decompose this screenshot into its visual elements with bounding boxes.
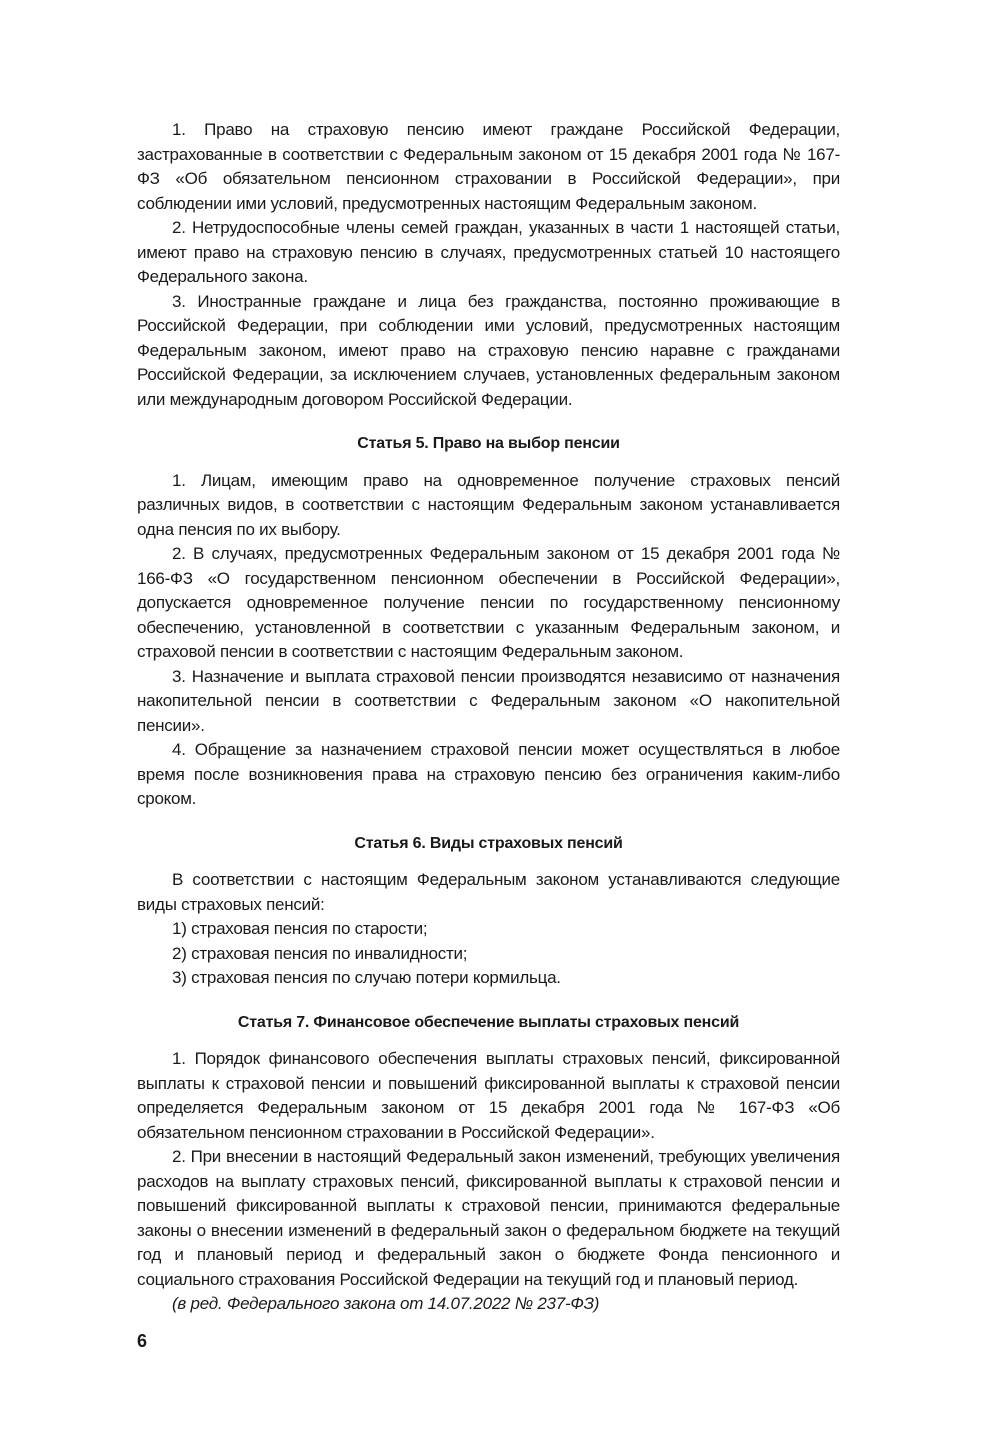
article-5-heading: Статья 5. Право на выбор пенсии <box>357 435 620 452</box>
article-6-item-3: 3) страховая пенсия по случаю потери кормильца. <box>172 968 561 987</box>
intro-paragraph-3: 3. Иностранные граждане и лица без гражданства, постоянно проживающие в Российской Федерации, при соблюдении ими условий, предусмотренных настоящим Федеральным законом, имеют право на страховую пенсию наравне с гражданами Российской Федерации, за исключением случаев, установленных федеральным законом или международным договором Российской Федерации. <box>137 291 840 409</box>
article-6-item-1: 1) страховая пенсия по старости; <box>172 919 428 938</box>
intro-paragraph-2: 2. Нетрудоспособные члены семей граждан, указанных в части 1 настоящей статьи, имеют право на страховую пенсию в случаях, предусмотренных статьей 10 настоящего Федерального закона. <box>137 218 840 286</box>
article-5-paragraph-1: 1. Лицам, имеющим право на одновременное получение страховых пенсий различных видов, в соответствии с настоящим Федеральным законом устанавливается одна пенсия по их выбору. <box>137 470 840 539</box>
intro-paragraph-1: 1. Право на страховую пенсию имеют граждане Российской Федерации, застрахованные в соответствии с Федеральным законом от 15 декабря 2001 года № 167-ФЗ «Об обязательном пенсионном страховании в Российской Федерации», при соблюдении ими условий, предусмотренных настоящим Федеральным законом. <box>137 120 840 213</box>
article-6-item-2: 2) страховая пенсия по инвалидности; <box>172 943 468 963</box>
article-7-paragraph-1: 1. Порядок финансового обеспечения выплаты страховых пенсий, фиксированной выплаты к страховой пенсии и повышений фиксированной выплаты к страховой пенсии определяется Федеральным законом от 15 декабря 2001 года № 167-ФЗ «Об обязательном пенсионном страховании в Российской Федерации». <box>137 1049 840 1142</box>
article-5-paragraph-2: 2. В случаях, предусмотренных Федеральным законом от 15 декабря 2001 года № 166-ФЗ «О государственном пенсионном обеспечении в Российской Федерации», допускается одновременное получение пенсии по государственному пенсионному обеспечению, установленной в соответствии с указанным Федеральным законом, и страховой пенсии в соответствии с настоящим Федеральным законом. <box>137 544 840 661</box>
article-7-heading: Статья 7. Финансовое обеспечение выплаты страховых пенсий <box>237 1013 740 1031</box>
article-5-paragraph-4: 4. Обращение за назначением страховой пенсии может осуществляться в любое время после возникновения права на страховую пенсию без ограничения каким-либо сроком. <box>137 740 840 808</box>
article-5-paragraph-3: 3. Назначение и выплата страховой пенсии производятся независимо от назначения накопительной пенсии в соответствии с Федеральным законом «О накопительной пенсии». <box>137 666 840 735</box>
article-6-intro: В соответствии с настоящим Федеральным законом устанавливаются следующие виды страховых пенсий: <box>137 870 840 914</box>
document-page <box>137 118 840 1317</box>
article-6-heading: Статья 6. Виды страховых пенсий <box>354 834 623 852</box>
amendment-note: (в ред. Федерального закона от 14.07.2022 № 237-ФЗ) <box>172 1294 600 1313</box>
page-number: 6 <box>137 1331 148 1351</box>
article-7-paragraph-2: 2. При внесении в настоящий Федеральный закон изменений, требующих увеличения расходов на выплату страховых пенсий, фиксированной выплаты к страховой пенсии и повышений фиксированной выплаты к страховой пенсии, принимаются федеральные законы о внесении изменений в федеральный закон о федеральном бюджете на текущий год и плановый период и федеральный закон о бюджете Фонда пенсионного и социального страхования Российской Федерации на текущий год и плановый период. <box>137 1147 840 1289</box>
